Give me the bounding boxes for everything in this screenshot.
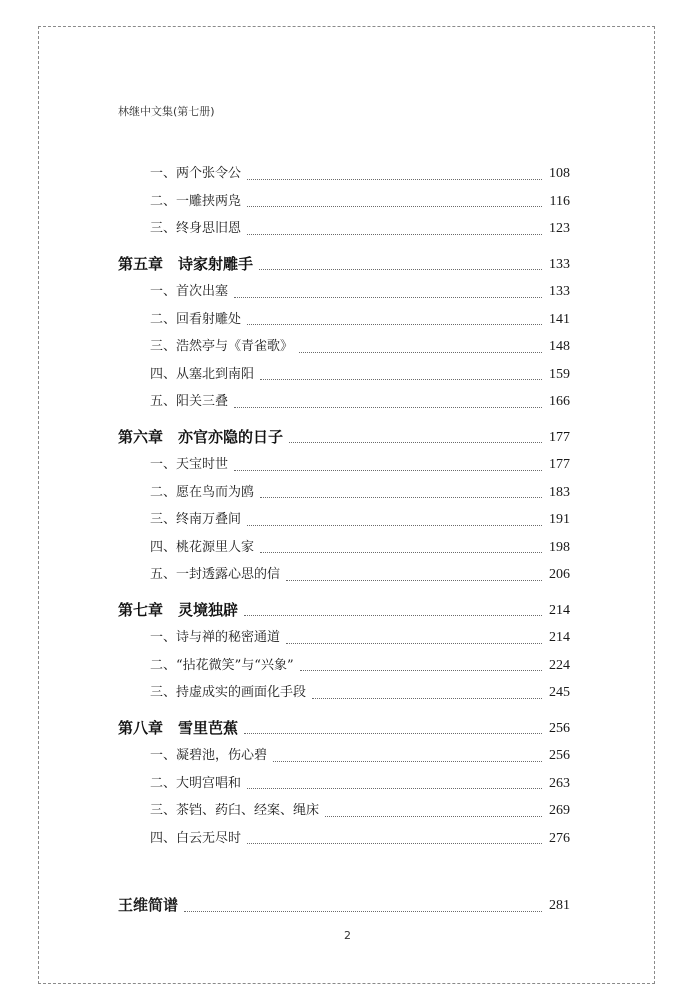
page-number: 2: [344, 929, 351, 942]
toc-entry-page: 177: [549, 457, 570, 472]
dot-leader: [234, 407, 542, 408]
toc-entry-page: 263: [549, 775, 570, 791]
toc-entry-page: 159: [549, 366, 570, 382]
toc-entry-title: 一、诗与禅的秘密通道: [150, 630, 281, 645]
toc-entry[interactable]: [118, 160, 570, 188]
dot-leader: [286, 580, 542, 581]
dot-leader: [247, 324, 542, 325]
dot-leader: [300, 670, 542, 671]
toc-entry-title: 二、愿在鸟而为鸥: [150, 484, 255, 500]
toc-entry-page: 141: [549, 311, 570, 327]
toc-entry-page: 166: [549, 394, 570, 409]
toc-entry[interactable]: [118, 561, 570, 589]
toc-entry-title: 四、白云无尽时: [150, 830, 242, 846]
toc-entry-page: 123: [549, 221, 570, 236]
toc-entry[interactable]: [118, 797, 570, 825]
toc-entry-page: 108: [549, 166, 570, 181]
dot-leader: [184, 911, 542, 912]
dot-leader: [234, 297, 542, 298]
dot-leader: [247, 843, 542, 844]
toc-chapter-title: 第七章 灵境独辟: [118, 600, 239, 619]
toc-entry[interactable]: [118, 278, 570, 306]
toc-entry[interactable]: [118, 188, 570, 216]
dot-leader: [273, 761, 542, 762]
toc-entry-page: 276: [549, 830, 570, 846]
toc-entry[interactable]: [118, 770, 570, 798]
toc-entry-page: 133: [549, 284, 570, 299]
toc-entry[interactable]: [118, 506, 570, 534]
toc-entry-title: 三、浩然亭与《青雀歌》: [150, 339, 294, 354]
dot-leader: [289, 442, 542, 443]
dot-leader: [244, 615, 542, 616]
toc-entry-title: 一、天宝时世: [150, 457, 229, 472]
toc-entry[interactable]: [118, 825, 570, 853]
toc-appendix-page: 281: [549, 898, 570, 913]
toc-entry[interactable]: [118, 215, 570, 243]
dot-leader: [299, 352, 542, 353]
toc-entry-page: 183: [549, 484, 570, 500]
toc-entry-title: 四、桃花源里人家: [150, 539, 255, 555]
dot-leader: [247, 179, 542, 180]
toc-entry-page: 206: [549, 567, 570, 582]
dot-leader: [247, 206, 542, 207]
table-of-contents: [118, 160, 570, 920]
toc-entry-title: 一、首次出塞: [150, 284, 229, 299]
toc-entry[interactable]: [118, 388, 570, 416]
toc-chapter-title: 第六章 亦官亦隐的日子: [118, 427, 284, 446]
dot-leader: [234, 470, 542, 471]
dot-leader: [247, 525, 542, 526]
toc-entry-title: 五、阳关三叠: [150, 394, 229, 409]
toc-entry[interactable]: [118, 361, 570, 389]
toc-appendix[interactable]: [118, 892, 570, 920]
dot-leader: [260, 379, 542, 380]
toc-entry-title: 二、“拈花微笑”与“兴象”: [150, 657, 294, 673]
toc-entry[interactable]: [118, 679, 570, 707]
dot-leader: [325, 816, 542, 817]
toc-entry-title: 一、凝碧池，伤心碧: [150, 748, 268, 763]
toc-entry[interactable]: [118, 306, 570, 334]
toc-chapter[interactable]: [118, 251, 570, 279]
dot-leader: [244, 733, 542, 734]
toc-entry-title: 三、持虚成实的画面化手段: [150, 685, 307, 700]
toc-entry[interactable]: [118, 333, 570, 361]
dot-leader: [259, 269, 542, 270]
toc-chapter-title: 第八章 雪里芭蕉: [118, 718, 239, 737]
dot-leader: [247, 234, 542, 235]
toc-chapter-page: 256: [549, 720, 570, 736]
toc-entry-page: 245: [549, 685, 570, 700]
toc-entry-title: 五、一封透露心思的信: [150, 567, 281, 582]
toc-chapter-page: 177: [549, 429, 570, 445]
toc-entry-title: 二、回看射雕处: [150, 311, 242, 327]
toc-chapter-page: 214: [549, 602, 570, 618]
toc-chapter[interactable]: [118, 715, 570, 743]
toc-entry-title: 三、茶铛、药臼、经案、绳床: [150, 803, 320, 818]
toc-appendix-title: 王维简谱: [118, 896, 179, 914]
toc-entry[interactable]: [118, 624, 570, 652]
toc-entry-title: 三、终南万叠间: [150, 512, 242, 527]
toc-entry-page: 224: [549, 657, 570, 673]
dot-leader: [260, 497, 542, 498]
toc-entry-title: 一、两个张令公: [150, 166, 242, 181]
toc-entry-page: 269: [549, 803, 570, 818]
dot-leader: [312, 698, 542, 699]
toc-entry-title: 三、终身思旧恩: [150, 221, 242, 236]
toc-entry-title: 四、从塞北到南阳: [150, 366, 255, 382]
toc-entry-page: 116: [549, 193, 570, 209]
dot-leader: [286, 643, 542, 644]
dot-leader: [260, 552, 542, 553]
toc-entry-page: 191: [549, 512, 570, 527]
toc-entry-page: 148: [549, 339, 570, 354]
toc-chapter-title: 第五章 诗家射雕手: [118, 254, 254, 273]
toc-entry-title: 二、大明宫唱和: [150, 775, 242, 791]
toc-entry[interactable]: [118, 479, 570, 507]
toc-chapter[interactable]: [118, 597, 570, 625]
toc-entry[interactable]: [118, 652, 570, 680]
dot-leader: [247, 788, 542, 789]
toc-entry[interactable]: [118, 451, 570, 479]
toc-entry-title: 二、一雕挟两凫: [150, 193, 242, 209]
toc-chapter[interactable]: [118, 424, 570, 452]
running-header: 林继中文集(第七册): [118, 105, 215, 118]
toc-chapter-page: 133: [549, 256, 570, 272]
toc-entry-page: 256: [549, 748, 570, 763]
toc-entry[interactable]: [118, 534, 570, 562]
toc-entry[interactable]: [118, 742, 570, 770]
toc-entry-page: 198: [549, 539, 570, 555]
toc-entry-page: 214: [549, 630, 570, 645]
